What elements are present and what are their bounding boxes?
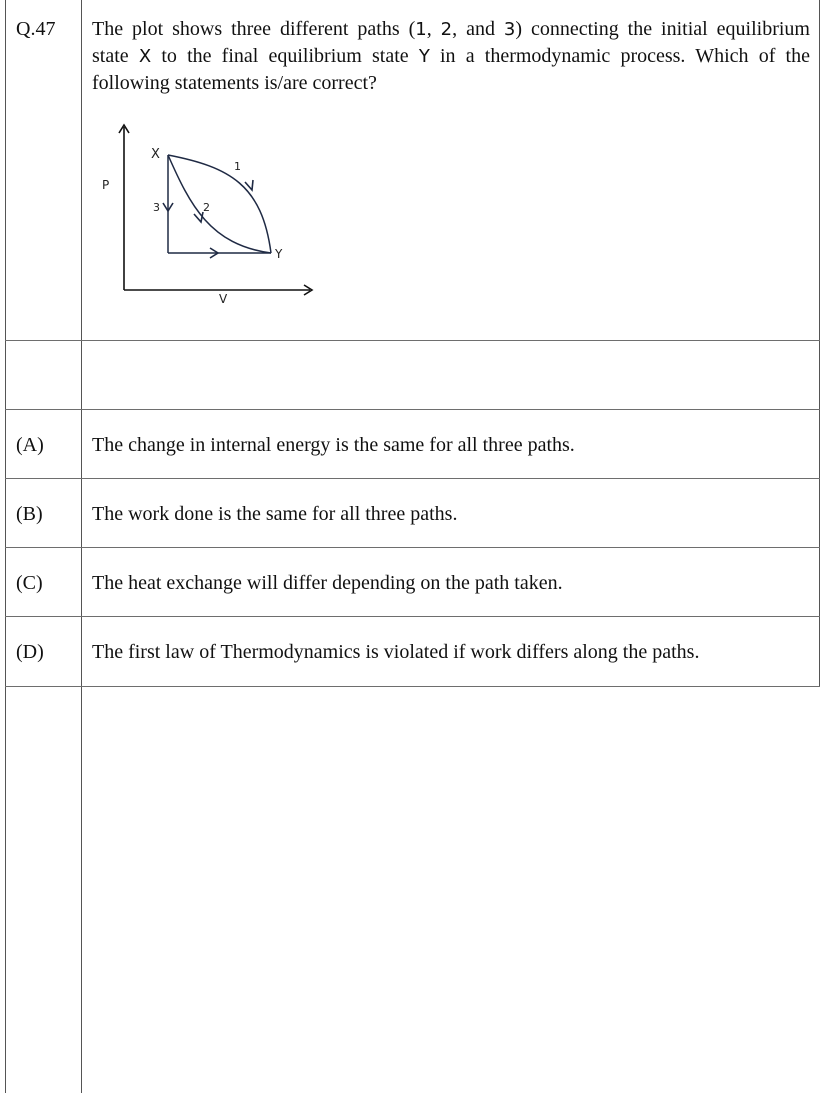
table-right-border: [819, 0, 820, 687]
path-1-arrow-icon: [245, 180, 253, 190]
option-d-text: The first law of Thermodynamics is violated if work differs along the paths.: [92, 641, 700, 663]
option-b-text: The work done is the same for all three paths.: [92, 503, 458, 525]
question-text-line: state X to the final equilibrium state Y in a thermodynamic process. Which of the: [92, 45, 810, 67]
row-divider: [5, 616, 820, 617]
option-c-text: The heat exchange will differ depending on the path taken.: [92, 572, 563, 594]
question-text-line: The plot shows three different paths (1, 2, and 3) connecting the initial equilibrium: [92, 18, 810, 40]
option-c-label: (C): [16, 572, 43, 594]
path-ref-2: 2: [440, 19, 453, 40]
option-d-label: (D): [16, 641, 44, 663]
question-text: [92, 16, 810, 96]
option-a-text: The change in internal energy is the same for all three paths.: [92, 434, 575, 456]
state-ref-x: X: [138, 46, 152, 67]
row-divider: [5, 547, 820, 548]
axis-label-p: P: [102, 178, 110, 192]
state-label-x: X: [151, 147, 160, 162]
path-ref-1: 1: [415, 19, 427, 40]
path-label-2: 2: [203, 201, 210, 214]
option-b-label: (B): [16, 503, 43, 525]
row-divider: [5, 478, 820, 479]
question-text-line: following statements is/are correct?: [92, 72, 377, 94]
path-1-curve: [168, 155, 271, 253]
pv-diagram: [90, 115, 330, 315]
state-label-y: Y: [275, 247, 283, 261]
axis-label-v: V: [219, 292, 228, 306]
path-2-arrow-icon: [194, 212, 203, 222]
row-divider: [5, 686, 820, 687]
state-ref-y: Y: [418, 46, 430, 67]
row-divider: [5, 409, 820, 410]
row-divider: [5, 340, 820, 341]
path-label-3: 3: [153, 201, 160, 214]
path-ref-3: 3: [503, 19, 516, 40]
question-number: Q.47: [16, 18, 56, 40]
option-a-label: (A): [16, 434, 44, 456]
path-label-1: 1: [234, 160, 241, 173]
